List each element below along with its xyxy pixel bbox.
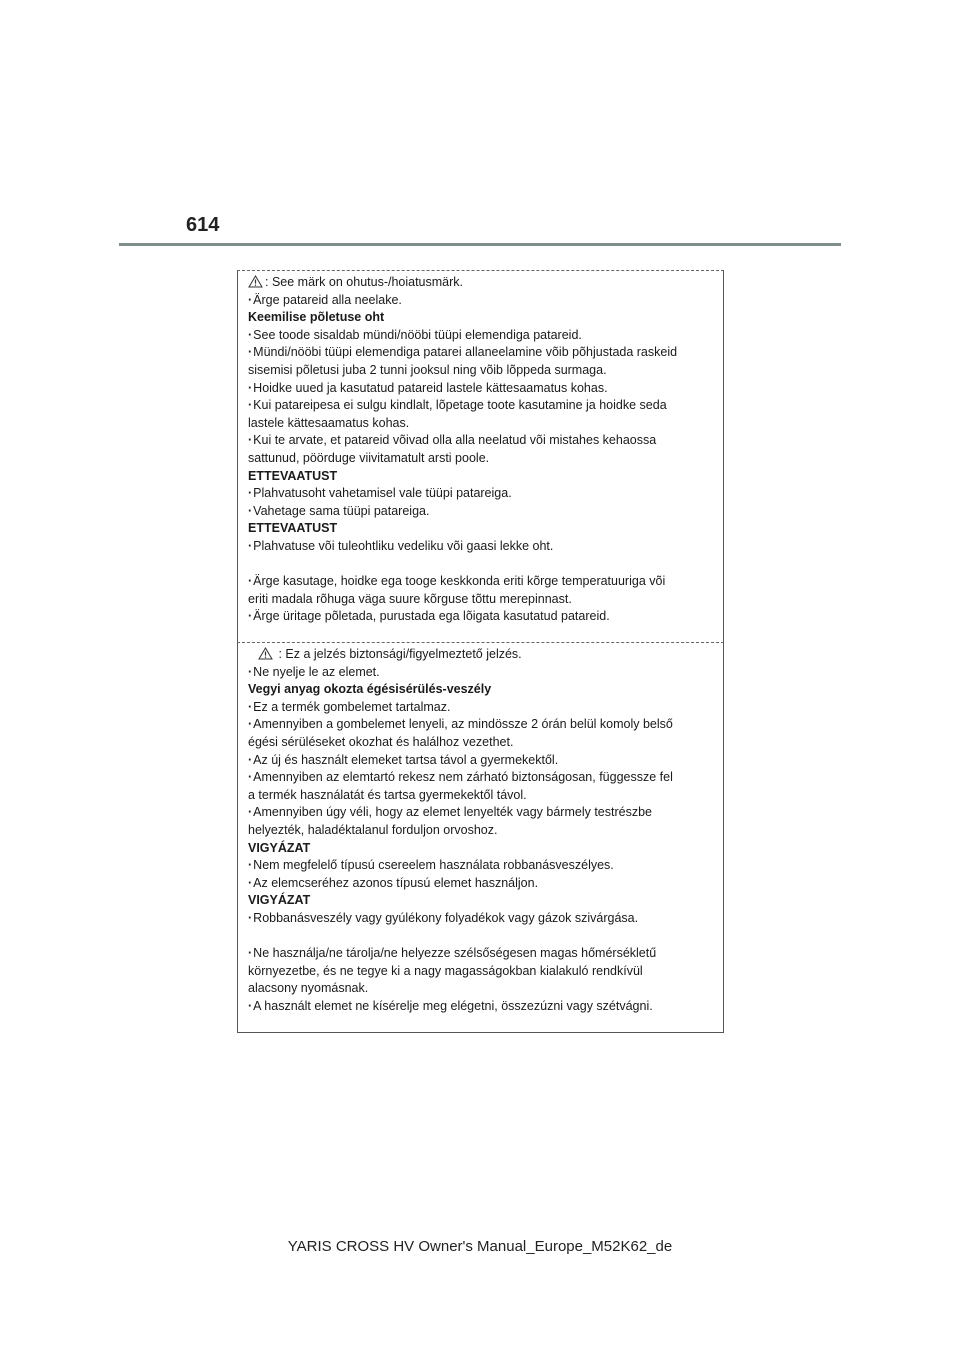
et-caution-2: ETTEVAATUST (248, 521, 338, 536)
hu-p4a: · Amennyiben az elemtartó rekesz nem zárható biztonságosan, függessze fel (248, 769, 714, 787)
hu-caution-1: VIGYÁZAT (248, 840, 311, 855)
language-divider (237, 642, 724, 643)
hu-c3: · Robbanásveszély vagy gyúlékony folyadékok vagy gázok szivárgása. (248, 910, 714, 928)
hu-chem-title: Vegyi anyag okozta égésisérülés-veszély (248, 682, 492, 697)
et-p5b: sattunud, pöörduge viivitamatult arsti poole. (248, 450, 490, 465)
et-dont-swallow: · Ärge patareid alla neelake. (248, 292, 714, 310)
et-caution-1: ETTEVAATUST (248, 468, 338, 483)
et-c4b: eriti madala rõhuga väga suure kõrguse tõttu merepinnast. (248, 591, 572, 606)
hu-p5b: helyezték, haladéktalanul forduljon orvoshoz. (248, 822, 498, 837)
hu-c4b: környezetbe, és ne tegye ki a nagy magasságokban kialakuló rendkívül (248, 963, 643, 978)
et-p2a: · Mündi/nööbi tüüpi elemendiga patarei allaneelamine võib põhjustada raskeid (248, 344, 714, 362)
et-chem-title: Keemilise põletuse oht (248, 310, 385, 325)
et-symbol-note: : See märk on ohutus-/hoiatusmärk. (265, 275, 464, 289)
et-c2: · Vahetage sama tüüpi patareiga. (248, 503, 714, 521)
warning-triangle-icon (248, 275, 263, 288)
hu-caution-2: VIGYÁZAT (248, 893, 311, 908)
page-number: 614 (186, 214, 220, 236)
et-p5a: · Kui te arvate, et patareid võivad olla alla neelatud või mistahes kehaossa (248, 432, 714, 450)
et-c3: · Plahvatuse või tuleohtliku vedeliku või gaasi lekke oht. (248, 538, 714, 556)
et-symbol-line (248, 274, 714, 292)
hu-c2: · Az elemcseréhez azonos típusú elemet használjon. (248, 875, 714, 893)
hu-c4a: · Ne használja/ne tárolja/ne helyezze szélsőségesen magas hőmérsékletű (248, 945, 714, 963)
hu-c5: · A használt elemet ne kísérelje meg elégetni, összezúzni vagy szétvágni. (248, 998, 714, 1016)
et-c4a: · Ärge kasutage, hoidke ega tooge keskkonda eriti kõrge temperatuuriga või (248, 573, 714, 591)
estonian-warning-text (248, 274, 714, 626)
header-rule (119, 243, 841, 246)
hu-p4b: a termék használatát és tartsa gyermekektől távol. (248, 787, 527, 802)
hu-symbol-line (248, 646, 714, 664)
warning-triangle-icon (258, 647, 273, 660)
et-p3: · Hoidke uued ja kasutatud patareid lastele kättesaamatus kohas. (248, 380, 714, 398)
footer-manual-id: YARIS CROSS HV Owner's Manual_Europe_M52K62_de (287, 1238, 673, 1255)
hu-c4c: alacsony nyomásnak. (248, 981, 369, 996)
et-c5: · Ärge üritage põletada, purustada ega lõigata kasutatud patareid. (248, 608, 714, 626)
hu-c1: · Nem megfelelő típusú csereelem használata robbanásveszélyes. (248, 857, 714, 875)
hu-p1: · Ez a termék gombelemet tartalmaz. (248, 699, 714, 717)
hungarian-warning-text (248, 646, 714, 1015)
et-p4b: lastele kättesaamatus kohas. (248, 415, 410, 430)
et-p1: · See toode sisaldab mündi/nööbi tüüpi elemendiga patareid. (248, 327, 714, 345)
hu-p2b: égési sérüléseket okozhat és halálhoz vezethet. (248, 734, 514, 749)
hu-symbol-note: : Ez a jelzés biztonsági/figyelmeztető jelzés. (275, 647, 522, 661)
et-p4a: · Kui patareipesa ei sulgu kindlalt, lõpetage toote kasutamine ja hoidke seda (248, 397, 714, 415)
et-p2b: sisemisi põletusi juba 2 tunni jooksul ning võib lõppeda surmaga. (248, 362, 607, 377)
hu-dont-swallow: · Ne nyelje le az elemet. (248, 664, 714, 682)
hu-p5a: · Amennyiben úgy véli, hogy az elemet lenyelték vagy bármely testrészbe (248, 804, 714, 822)
hu-p2a: · Amennyiben a gombelemet lenyeli, az mindössze 2 órán belül komoly belső (248, 716, 714, 734)
hu-p3: · Az új és használt elemeket tartsa távol a gyermekektől. (248, 752, 714, 770)
et-c1: · Plahvatusoht vahetamisel vale tüüpi patareiga. (248, 485, 714, 503)
